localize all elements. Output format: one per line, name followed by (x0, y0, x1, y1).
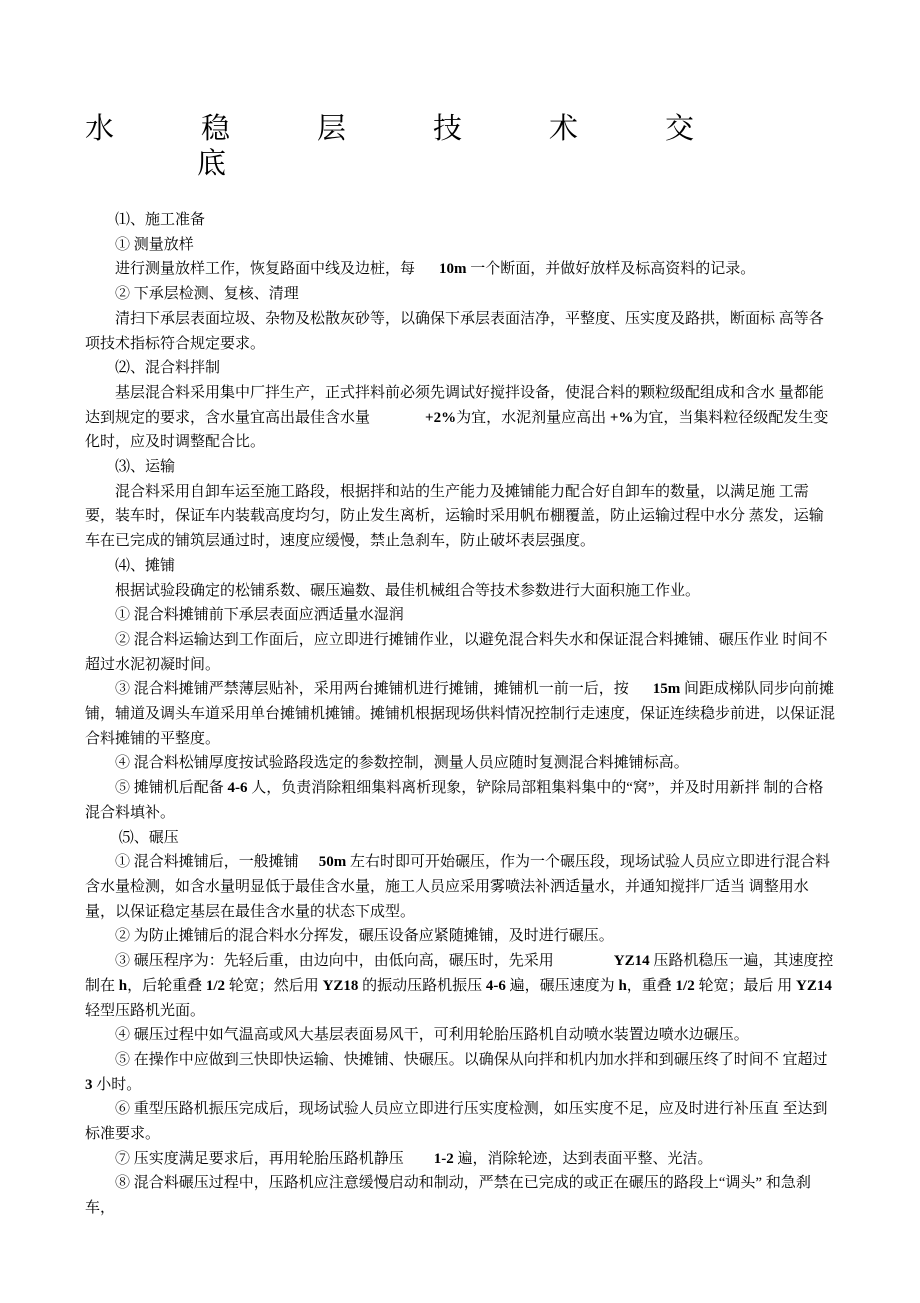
text-run: 轮宽；最后 用 (694, 977, 796, 994)
text-run: 混合料采用自卸车运至施工路段，根据拌和站的生产能力及摊铺能力配合好自卸车的数量，以满足施 工需要，装车时，保证车内装载高度均匀，防止发生离析，运输时采用帆布棚覆盖，防止运输过程中水分 蒸发，运输车在已完成的铺筑层通过时，速度应缓慢，禁止急刹车，防止破坏表层强度。 (85, 483, 824, 550)
paragraph (85, 826, 835, 851)
text-run: ⑧ 混合料碾压过程中，压路机应注意缓慢启动和制动，严禁在已完成的或正在碾压的路段上“调头” 和急刹车， (85, 1175, 811, 1217)
paragraph (85, 949, 835, 1023)
paragraph (85, 381, 835, 455)
paragraph (85, 554, 835, 579)
paragraph (85, 1097, 835, 1146)
text-run: ③ 混合料摊铺严禁薄层贴补，采用两台摊铺机进行摊铺，摊铺机一前一后，按 (115, 681, 629, 698)
text-run: ⑦ 压实度满足要求后，再用轮胎压路机静压 (115, 1150, 404, 1167)
text-run: 为宜，当集料粒径级配发生变化时，应及时调整配合比。 (85, 409, 829, 451)
paragraph (85, 603, 835, 628)
paragraph (85, 233, 835, 258)
paragraph (85, 480, 835, 554)
text-run: ，后轮重叠 (127, 977, 206, 994)
text-run-bold: +2% (425, 409, 457, 426)
paragraph (85, 1048, 835, 1097)
paragraph (85, 455, 835, 480)
text-run-bold: 15m (652, 681, 681, 698)
text-run: 遍，消除轮迹，达到表面平整、光洁。 (453, 1150, 713, 1167)
title-line-1: 水稳层技术交 (85, 113, 782, 145)
text-run-bold: YZ14 (613, 953, 650, 970)
paragraph (85, 924, 835, 949)
paragraph (85, 776, 835, 825)
text-run: 轮宽；然后用 (225, 977, 323, 994)
text-run-bold: 1-2 (433, 1150, 454, 1167)
text-run: ⑶、运输 (115, 459, 176, 476)
text-run-bold: YZ18 (322, 977, 359, 994)
text-run: 的振动压路机振压 (358, 977, 486, 994)
text-run: 压路机稳压一遍，其速度控制在 (85, 953, 834, 994)
text-run: 左右时即可开始碾压，作为一个碾压段，现场试验人员应立即进行混合料含水量检测，如含水量明显低于最佳含水量，施工人员应采用雾喷法补洒适量水，并通知搅拌厂适当 调整用水量，以保证稳定基层在最佳含水量的状态下成型。 (85, 854, 831, 920)
text-run: ① 测量放样 (115, 236, 194, 253)
text-run: ，重叠 (626, 977, 676, 994)
text-run: 轻型压路机光面。 (85, 977, 836, 1019)
paragraph (85, 677, 835, 751)
text-run: ⑸、碾压 (115, 829, 179, 846)
paragraph (85, 628, 835, 677)
text-run: ② 下承层检测、复核、清理 (115, 286, 299, 303)
document-body (85, 208, 835, 1221)
text-run-bold: 3 (85, 1076, 93, 1093)
text-run: ⑴、施工准备 (115, 212, 206, 228)
text-run-bold: h (618, 977, 627, 994)
text-run-bold: +% (609, 409, 634, 426)
paragraph (85, 1171, 835, 1220)
text-run: ⑷、摊铺 (115, 557, 176, 574)
text-run: 人，负责消除粗细集料离析现象，铲除局部粗集料集中的“窝”，并及时用新拌 制的合格混合料填补。 (85, 780, 824, 821)
text-run: ⑤ 在操作中应做到三快即快运输、快摊铺、快碾压。以确保从向拌和机内加水拌和到碾压终了时间不 宜超过 (115, 1051, 832, 1068)
document-title (85, 112, 835, 182)
text-run-bold: 4-6 (227, 780, 248, 797)
text-run: ② 为防止摊铺后的混合料水分挥发，碾压设备应紧随摊铺，及时进行碾压。 (115, 928, 614, 945)
text-run: ④ 碾压过程中如气温高或风大基层表面易风干，可利用轮胎压路机自动喷水装置边喷水边碾压。 (115, 1027, 749, 1044)
paragraph (85, 208, 835, 233)
paragraph (85, 307, 835, 356)
text-run-bold: 1/2 (675, 977, 695, 994)
text-run-bold: 1/2 (205, 977, 226, 994)
text-run: 间距成梯队同步向前摊铺，辅道及调头车道采用单台摊铺机摊铺。摊铺机根据现场供料情况控制行走速度，保证连续稳步前进，以保证混合料摊铺的平整度。 (85, 681, 836, 747)
text-run-bold: h (118, 977, 128, 994)
text-run-bold: 10m (439, 261, 467, 278)
paragraph (85, 356, 835, 381)
text-run: 一个断面，并做好放样及标高资料的记录。 (466, 261, 756, 278)
text-run: ② 混合料运输达到工作面后，应立即进行摊铺作业，以避免混合料失水和保证混合料摊铺、碾压作业 时间不超过水泥初凝时间。 (85, 631, 828, 673)
text-run: ① 混合料摊铺前下承层表面应洒适量水湿润 (115, 607, 404, 624)
text-run-bold: 4-6 (485, 977, 506, 994)
text-run: 清扫下承层表面垃圾、杂物及松散灰砂等，以确保下承层表面洁净，平整度、压实度及路拱，断面标 高等各项技术指标符合规定要求。 (85, 310, 824, 352)
text-run: ③ 碾压程序为：先轻后重，由边向中，由低向高，碾压时，先采用 (115, 953, 554, 970)
text-run: 遍，碾压速度为 (505, 977, 619, 994)
paragraph (85, 282, 835, 307)
text-run: ① 混合料摊铺后，一般摊铺 (115, 854, 299, 871)
paragraph (85, 850, 835, 924)
text-run: 根据试验段确定的松铺系数、碾压遍数、最佳机械组合等技术参数进行大面积施工作业。 (115, 582, 701, 599)
text-run-bold: 50m (318, 854, 347, 871)
text-run-bold: YZ14 (795, 977, 832, 994)
title-line-2: 底 (197, 148, 227, 180)
paragraph (85, 1023, 835, 1048)
paragraph (85, 751, 835, 776)
text-run: ④ 混合料松铺厚度按试验路段选定的参数控制，测量人员应随时复测混合料摊铺标高。 (115, 755, 689, 772)
paragraph (85, 257, 835, 282)
text-run: ⑵、混合料拌制 (115, 360, 221, 377)
text-run: 进行测量放样工作，恢复路面中线及边桩，每 (115, 261, 416, 278)
paragraph (85, 579, 835, 604)
text-run: 为宜，水泥剂量应高出 (456, 409, 610, 426)
text-run: 基层混合料采用集中厂拌生产，正式拌料前必须先调试好搅拌设备，使混合料的颗粒级配组成和含水 量都能达到规定的要求，含水量宜高出最佳含水量 (85, 384, 824, 426)
paragraph (85, 1147, 835, 1172)
text-run: ⑤ 摊铺机后配备 (115, 780, 228, 797)
text-run: 小时。 (92, 1076, 142, 1093)
text-run: ⑥ 重型压路机振压完成后，现场试验人员应立即进行压实度检测，如压实度不足，应及时进行补压直 至达到标准要求。 (85, 1101, 828, 1143)
